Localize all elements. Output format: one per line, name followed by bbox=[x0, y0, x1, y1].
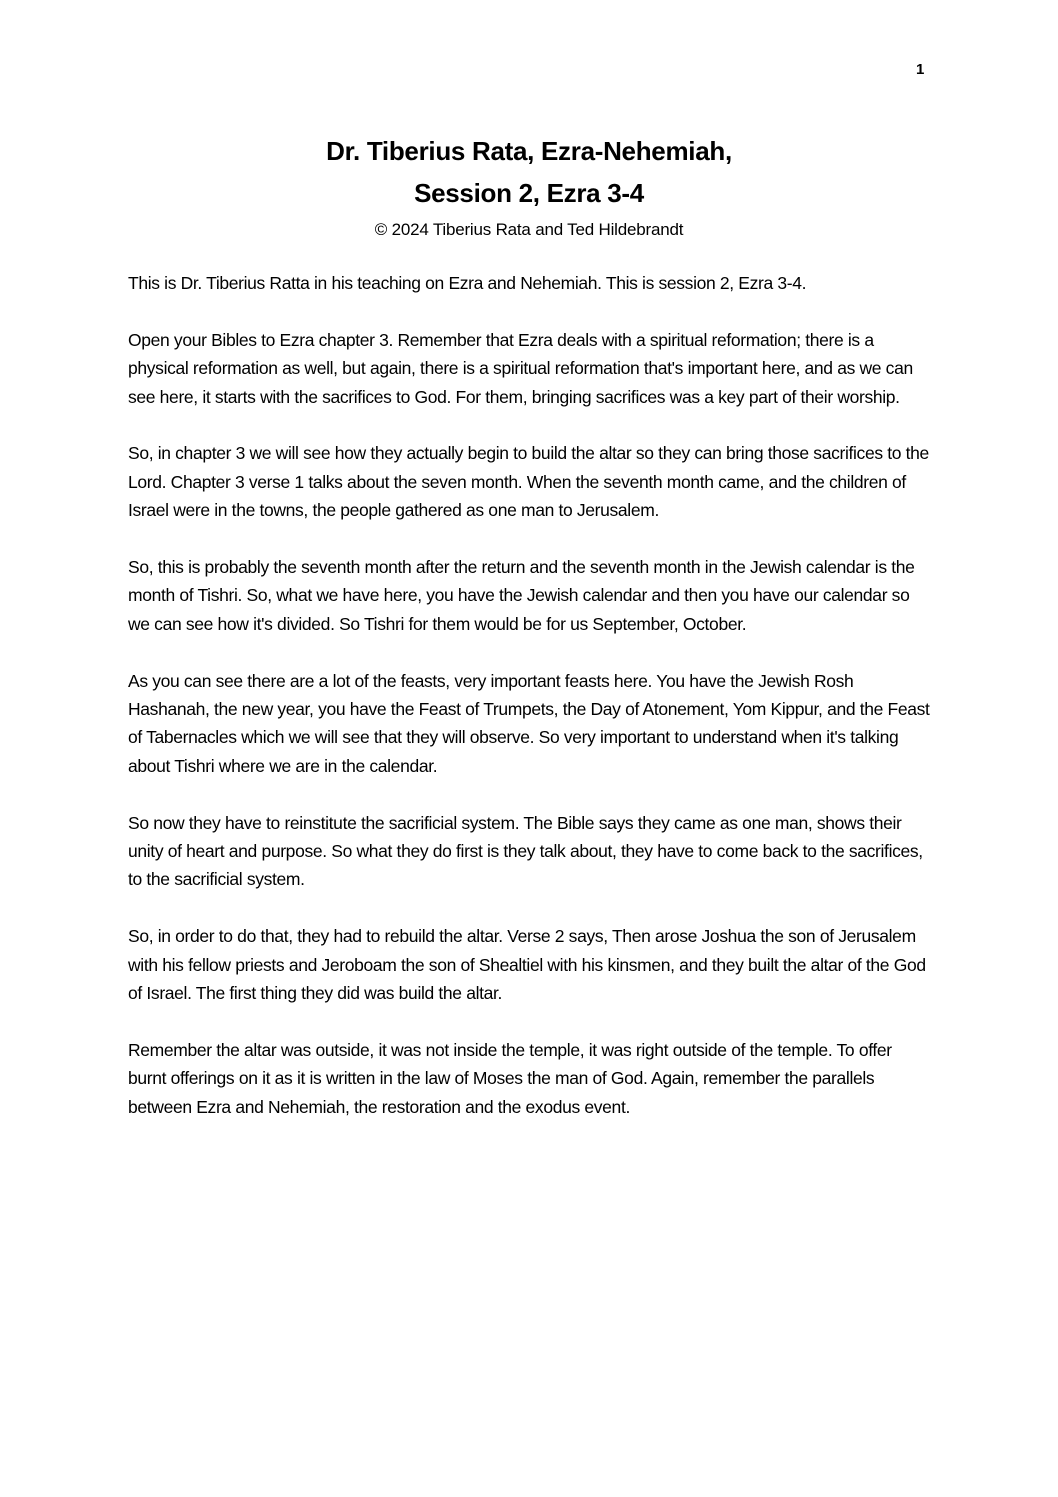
copyright-line: © 2024 Tiberius Rata and Ted Hildebrandt bbox=[374, 220, 684, 239]
paragraph-1: This is Dr. Tiberius Ratta in his teaching on Ezra and Nehemiah. This is session 2, Ezra 3-4. bbox=[128, 273, 807, 293]
document-title bbox=[64, 130, 994, 214]
page-number: 1 bbox=[916, 61, 925, 78]
paragraph-5: As you can see there are a lot of the feasts, very important feasts here. You have the Jewish Rosh Hashanah, the new year, you have the Feast of Trumpets, the Day of Atonement, Yom Kippur, and the Feast of Tabernacles which we will see that they will observe. So very important to understand when it's talking about Tishri where we are in the calendar. bbox=[128, 670, 930, 776]
document-body bbox=[128, 269, 932, 1121]
paragraph-2: Open your Bibles to Ezra chapter 3. Remember that Ezra deals with a spiritual reformation; there is a physical reformation as well, but again, there is a spiritual reformation that's important here, and as we can see here, it starts with the sacrifices to God. For them, bringing sacrifices was a key part of their worship. bbox=[128, 329, 913, 407]
paragraph-6: So now they have to reinstitute the sacrificial system. The Bible says they came as one man, shows their unity of heart and purpose. So what they do first is they talk about, they have to come back to the sacrifices, to the sacrificial system. bbox=[128, 812, 923, 890]
paragraph-7: So, in order to do that, they had to rebuild the altar. Verse 2 says, Then arose Joshua the son of Jerusalem with his fellow priests and Jeroboam the son of Shealtiel with his kinsmen, and they built the altar of the God of Israel. The first thing they did was build the altar. bbox=[128, 926, 926, 1004]
document-header bbox=[64, 130, 994, 242]
paragraph-4: So, this is probably the seventh month after the return and the seventh month in the Jewish calendar is the month of Tishri. So, what we have here, you have the Jewish calendar and then you have our calendar so we can see how it's divided. So Tishri for them would be for us September, October. bbox=[128, 557, 915, 634]
paragraph-3: So, in chapter 3 we will see how they actually begin to build the altar so they can bring those sacrifices to the Lord. Chapter 3 verse 1 talks about the seven month. When the seventh month came, and the children of Israel were in the towns, the people gathered as one man to Jerusalem. bbox=[128, 443, 929, 521]
title-line-2: Session 2, Ezra 3-4 bbox=[414, 178, 644, 208]
paragraph-8: Remember the altar was outside, it was not inside the temple, it was right outside of the temple. To offer burnt offerings on it as it is written in the law of Moses the man of God. Again, remember the parallels between Ezra and Nehemiah, the restoration and the exodus event. bbox=[128, 1039, 892, 1117]
title-line-1: Dr. Tiberius Rata, Ezra-Nehemiah, bbox=[326, 136, 732, 166]
